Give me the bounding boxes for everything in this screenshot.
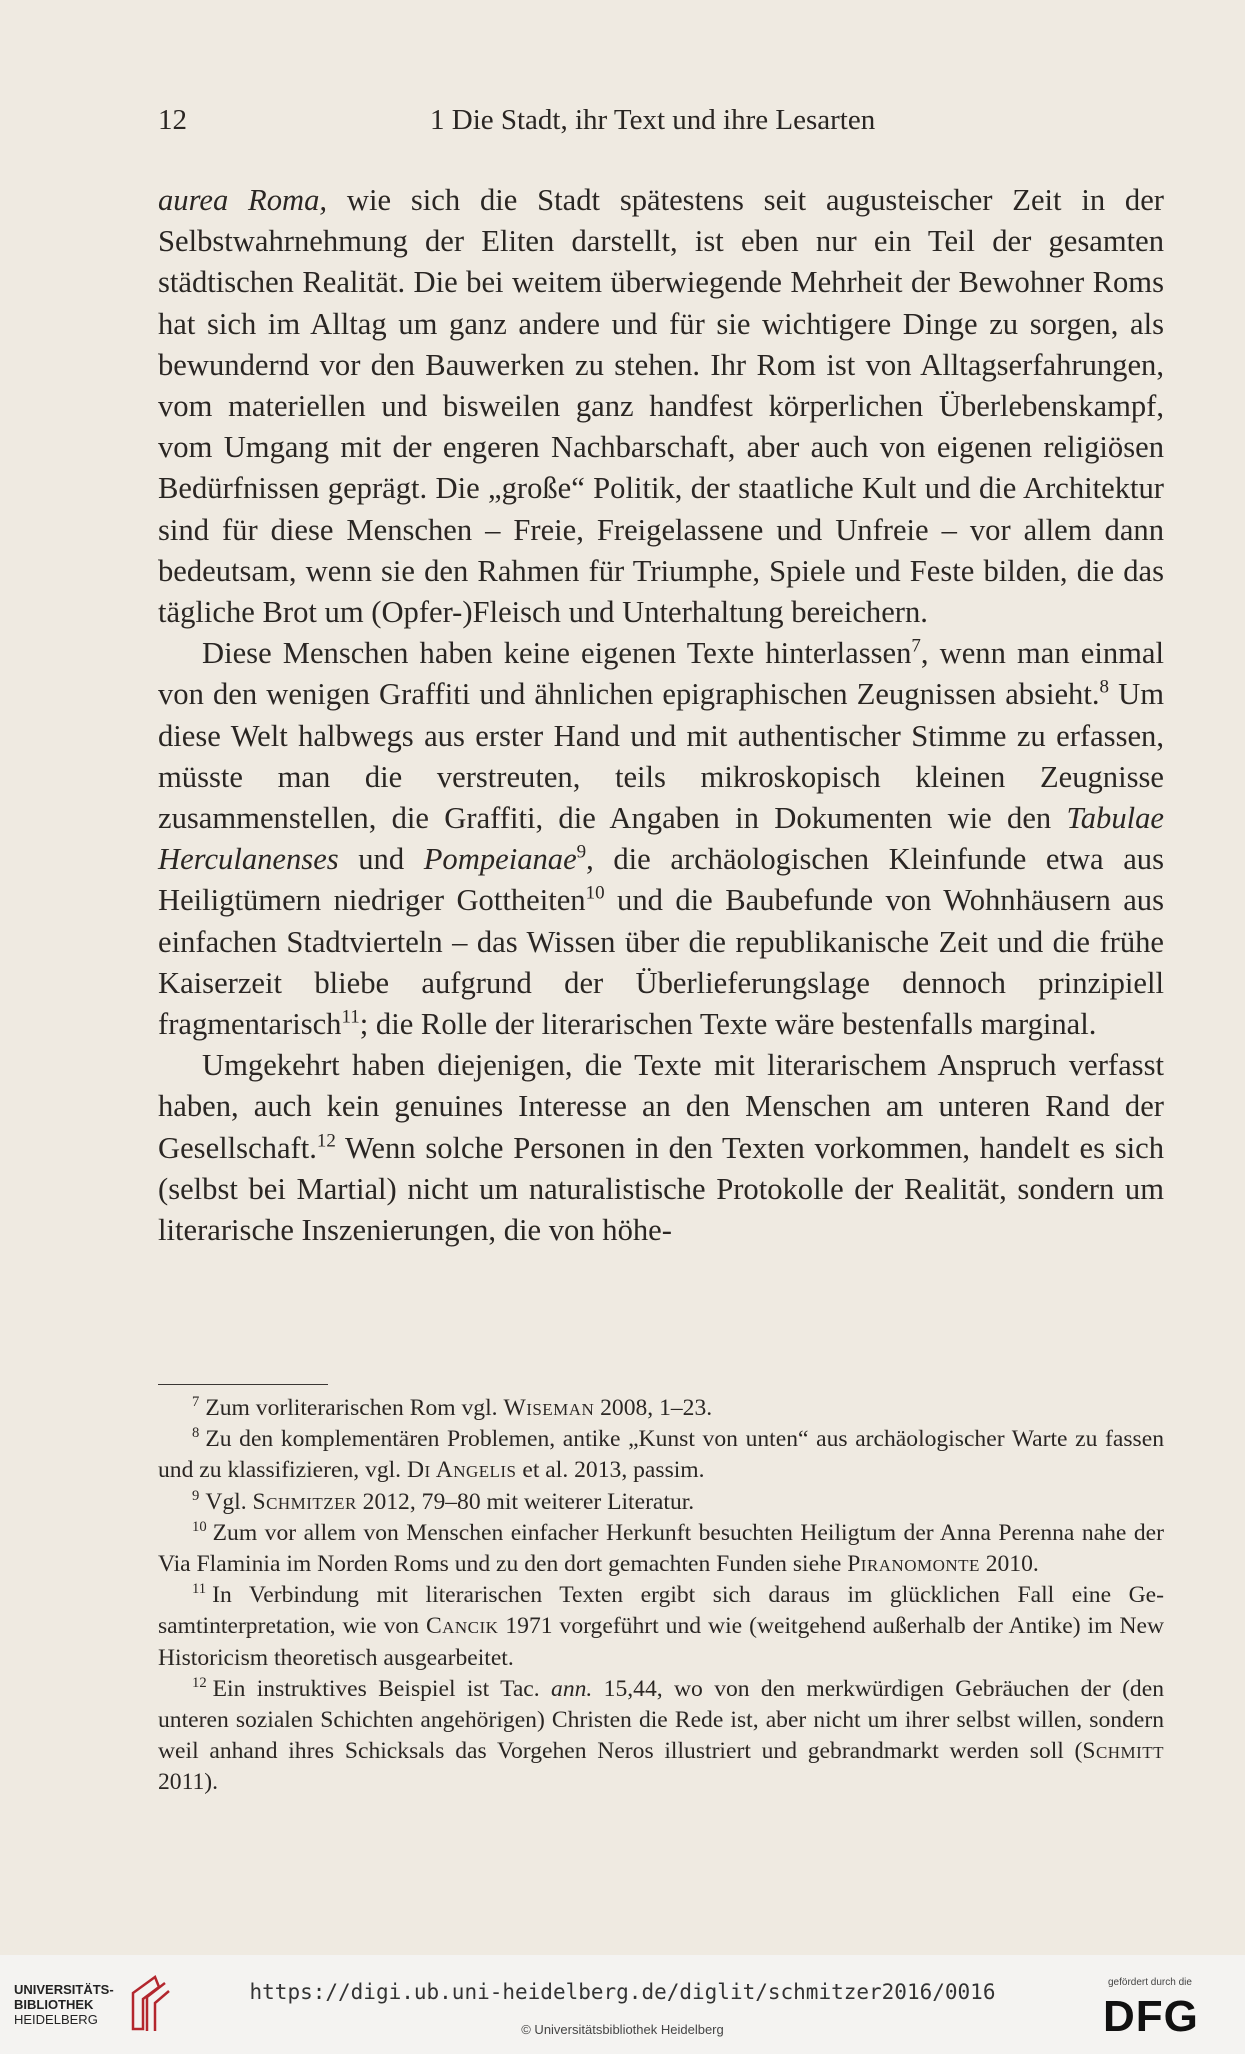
footnote-rule [158, 1384, 328, 1385]
footnote-text: et al. 2013, passim. [516, 1457, 705, 1484]
italic-phrase: aurea Roma, [158, 183, 328, 217]
author-name: Wiseman [503, 1395, 595, 1421]
paragraph-2-text: ; die Rolle der literarischen Texte wäre bestenfalls marginal. [359, 1007, 1097, 1042]
paragraph-2-text: Diese Menschen haben keine eigenen Texte hinterlassen [202, 636, 912, 671]
footnote-number: 8 [192, 1425, 200, 1442]
author-name: Schmitt [1082, 1738, 1164, 1765]
paragraph-3-text: Wenn solche Personen in den Texten vorkommen, handelt es sich (selbst bei Martial) nicht um naturalistische Protokolle der Realität, sondern um literarische Inszenierungen, die von höhe- [158, 1130, 1164, 1248]
italic-title: Pompeianae [423, 842, 577, 877]
footnote-number: 7 [192, 1393, 200, 1410]
logo-line-2: BIBLIOTHEK [14, 1997, 94, 2012]
footnote-ref-10[interactable]: 10 [585, 882, 605, 904]
italic-abbreviation: ann. [551, 1675, 593, 1702]
dfg-caption: gefördert durch die [1108, 1977, 1192, 1988]
footnote-ref-12[interactable]: 12 [316, 1129, 336, 1151]
footnote-12 [158, 1674, 1164, 1799]
footnote-ref-11[interactable]: 11 [341, 1006, 360, 1028]
footnote-text: 1971 vorgeführt und wie (weitgehend außerhalb der Antike) im New Historicism theoretisch ausgearbeitet. [158, 1613, 1164, 1671]
footnote-text: 2012, 79–80 mit weiterer Literatur. [356, 1488, 695, 1515]
author-name: Di Angelis [406, 1457, 517, 1484]
paragraph-2-text: , die archäologischen Kleinfunde etwa aus Heiligtümern niedriger Gottheiten [158, 842, 1164, 918]
running-header [158, 100, 1164, 140]
footnote-text: 2008, 1–23. [594, 1395, 713, 1421]
footnote-ref-7[interactable]: 7 [911, 635, 921, 657]
paragraph-2-text: Um diese Welt halbwegs aus erster Hand und mit authentischer Stimme zu erfassen, müsste man die verstreuten, teils mikroskopisch kleinen Zeugnisse zusammenstellen, die Graffiti, die Angaben in Dokumenten wie den [158, 677, 1164, 836]
paragraph-2-text: und [338, 842, 424, 877]
footnote-10 [158, 1518, 1164, 1580]
paragraph-2-text: , wenn man einmal von den wenigen Graffiti und ähnlichen epigraphischen Zeugnissen absieht. [158, 636, 1164, 712]
footnote-text: 2010. [979, 1551, 1039, 1578]
footnote-number: 9 [192, 1487, 200, 1504]
footnote-8 [158, 1424, 1164, 1486]
copyright-notice: © Universitätsbibliothek Heidelberg [521, 2022, 724, 2037]
footnote-number: 10 [192, 1518, 207, 1535]
footnote-text: In Verbindung mit literarischen Texten ergibt sich daraus im glücklichen Fall eine Gesamtinterpretation, wie von [158, 1582, 1164, 1640]
paragraph-1 [158, 180, 1164, 633]
viewer-footer-bar [0, 1955, 1245, 2054]
footnote-9 [158, 1487, 1164, 1518]
logo-line-3: HEIDELBERG [14, 2012, 98, 2027]
page-number: 12 [158, 104, 187, 136]
footnote-11 [158, 1580, 1164, 1674]
footnote-text: Zu den komplementären Problemen, antike „Kunst von unten“ aus archäologischer Warte zu fassen und zu klassifizieren, vgl. [158, 1426, 1164, 1484]
author-name: Cancik [425, 1613, 499, 1640]
author-name: Piranomonte [847, 1551, 980, 1578]
paragraph-3-text: Umgekehrt haben diejenigen, die Texte mit literarischem Anspruch verfasst haben, auch kein genuines Interesse an den Menschen am unteren Rand der Gesellschaft. [158, 1048, 1164, 1165]
body-text [158, 180, 1164, 1251]
footnote-number: 12 [192, 1674, 207, 1691]
footnote-text: Vgl. [205, 1488, 253, 1515]
footnote-text: Ein instruktives Beispiel ist Tac. [212, 1675, 552, 1702]
footnote-text: 2011). [158, 1769, 219, 1796]
author-name: Schmitzer [252, 1488, 357, 1515]
logo-line-1: UNIVERSITÄTS- [14, 1982, 114, 1997]
footnotes [158, 1393, 1164, 1799]
dfg-logo[interactable]: DFG [1103, 1992, 1199, 2041]
permalink-url[interactable]: https://digi.ub.uni-heidelberg.de/diglit/schmitzer2016/0016 [249, 1980, 996, 2004]
footnote-text: Zum vorliterarischen Rom vgl. [205, 1395, 504, 1421]
footnote-text: Zum vor allem von Menschen einfacher Herkunft besuchten Heiligtum der Anna Perenna nahe der Via Flaminia im Norden Roms und zu den dort gemachten Funden siehe [158, 1519, 1164, 1578]
footnote-number: 11 [192, 1581, 207, 1598]
footnote-text: 15,44, wo von den merkwürdigen Gebräuchen der (den unteren sozialen Schichten angehörigen) Christen die Rede ist, aber nicht um ihrer selbst willen, sondern weil anhand ihres Schicksals das Vorgehen Neros illustriert und gebrandmarkt werden soll ( [158, 1675, 1164, 1765]
paragraph-2 [158, 633, 1164, 1045]
paragraph-3 [158, 1045, 1164, 1251]
footnote-ref-8[interactable]: 8 [1099, 676, 1109, 698]
paragraph-2-text: und die Baubefunde von Wohnhäusern aus einfachen Stadtvierteln – das Wissen über die republikanische Zeit und die frühe Kaiserzeit bliebe aufgrund der Überlieferungslage dennoch prinzipiell fragmentarisch [158, 883, 1164, 1042]
footnote-7 [158, 1393, 1164, 1424]
footnote-ref-9[interactable]: 9 [576, 841, 587, 863]
paragraph-1-text: wie sich die Stadt spätestens seit augusteischer Zeit in der Selbstwahrnehmung der Eliten darstellt, ist eben nur ein Teil der gesamten städtischen Realität. Die bei weitem überwiegende Mehrheit der Bewohner Roms hat sich im Alltag um ganz andere und für sie wichtigere Dinge zu sorgen, als bewundernd vor den Bauwerken zu stehen. Ihr Rom ist von Alltagserfahrungen, vom materiellen und bisweilen ganz handfest körperlichen Überlebenskampf, vom Umgang mit der engeren Nachbarschaft, aber auch von eigenen religiösen Bedürfnissen geprägt. Die „große“ Politik, der staatliche Kult und die Architektur sind für diese Menschen – Freie, Freigelassene und Unfreie – vor allem dann bedeutsam, wenn sie den Rahmen für Triumphe, Spiele und Feste bilden, die das tägliche Brot um (Opfer-)Fleisch und Unterhaltung bereichern. [158, 183, 1164, 630]
running-title: 1 Die Stadt, ihr Text und ihre Lesarten [430, 104, 876, 136]
italic-title: Tabulae Herculanenses [158, 801, 1164, 877]
